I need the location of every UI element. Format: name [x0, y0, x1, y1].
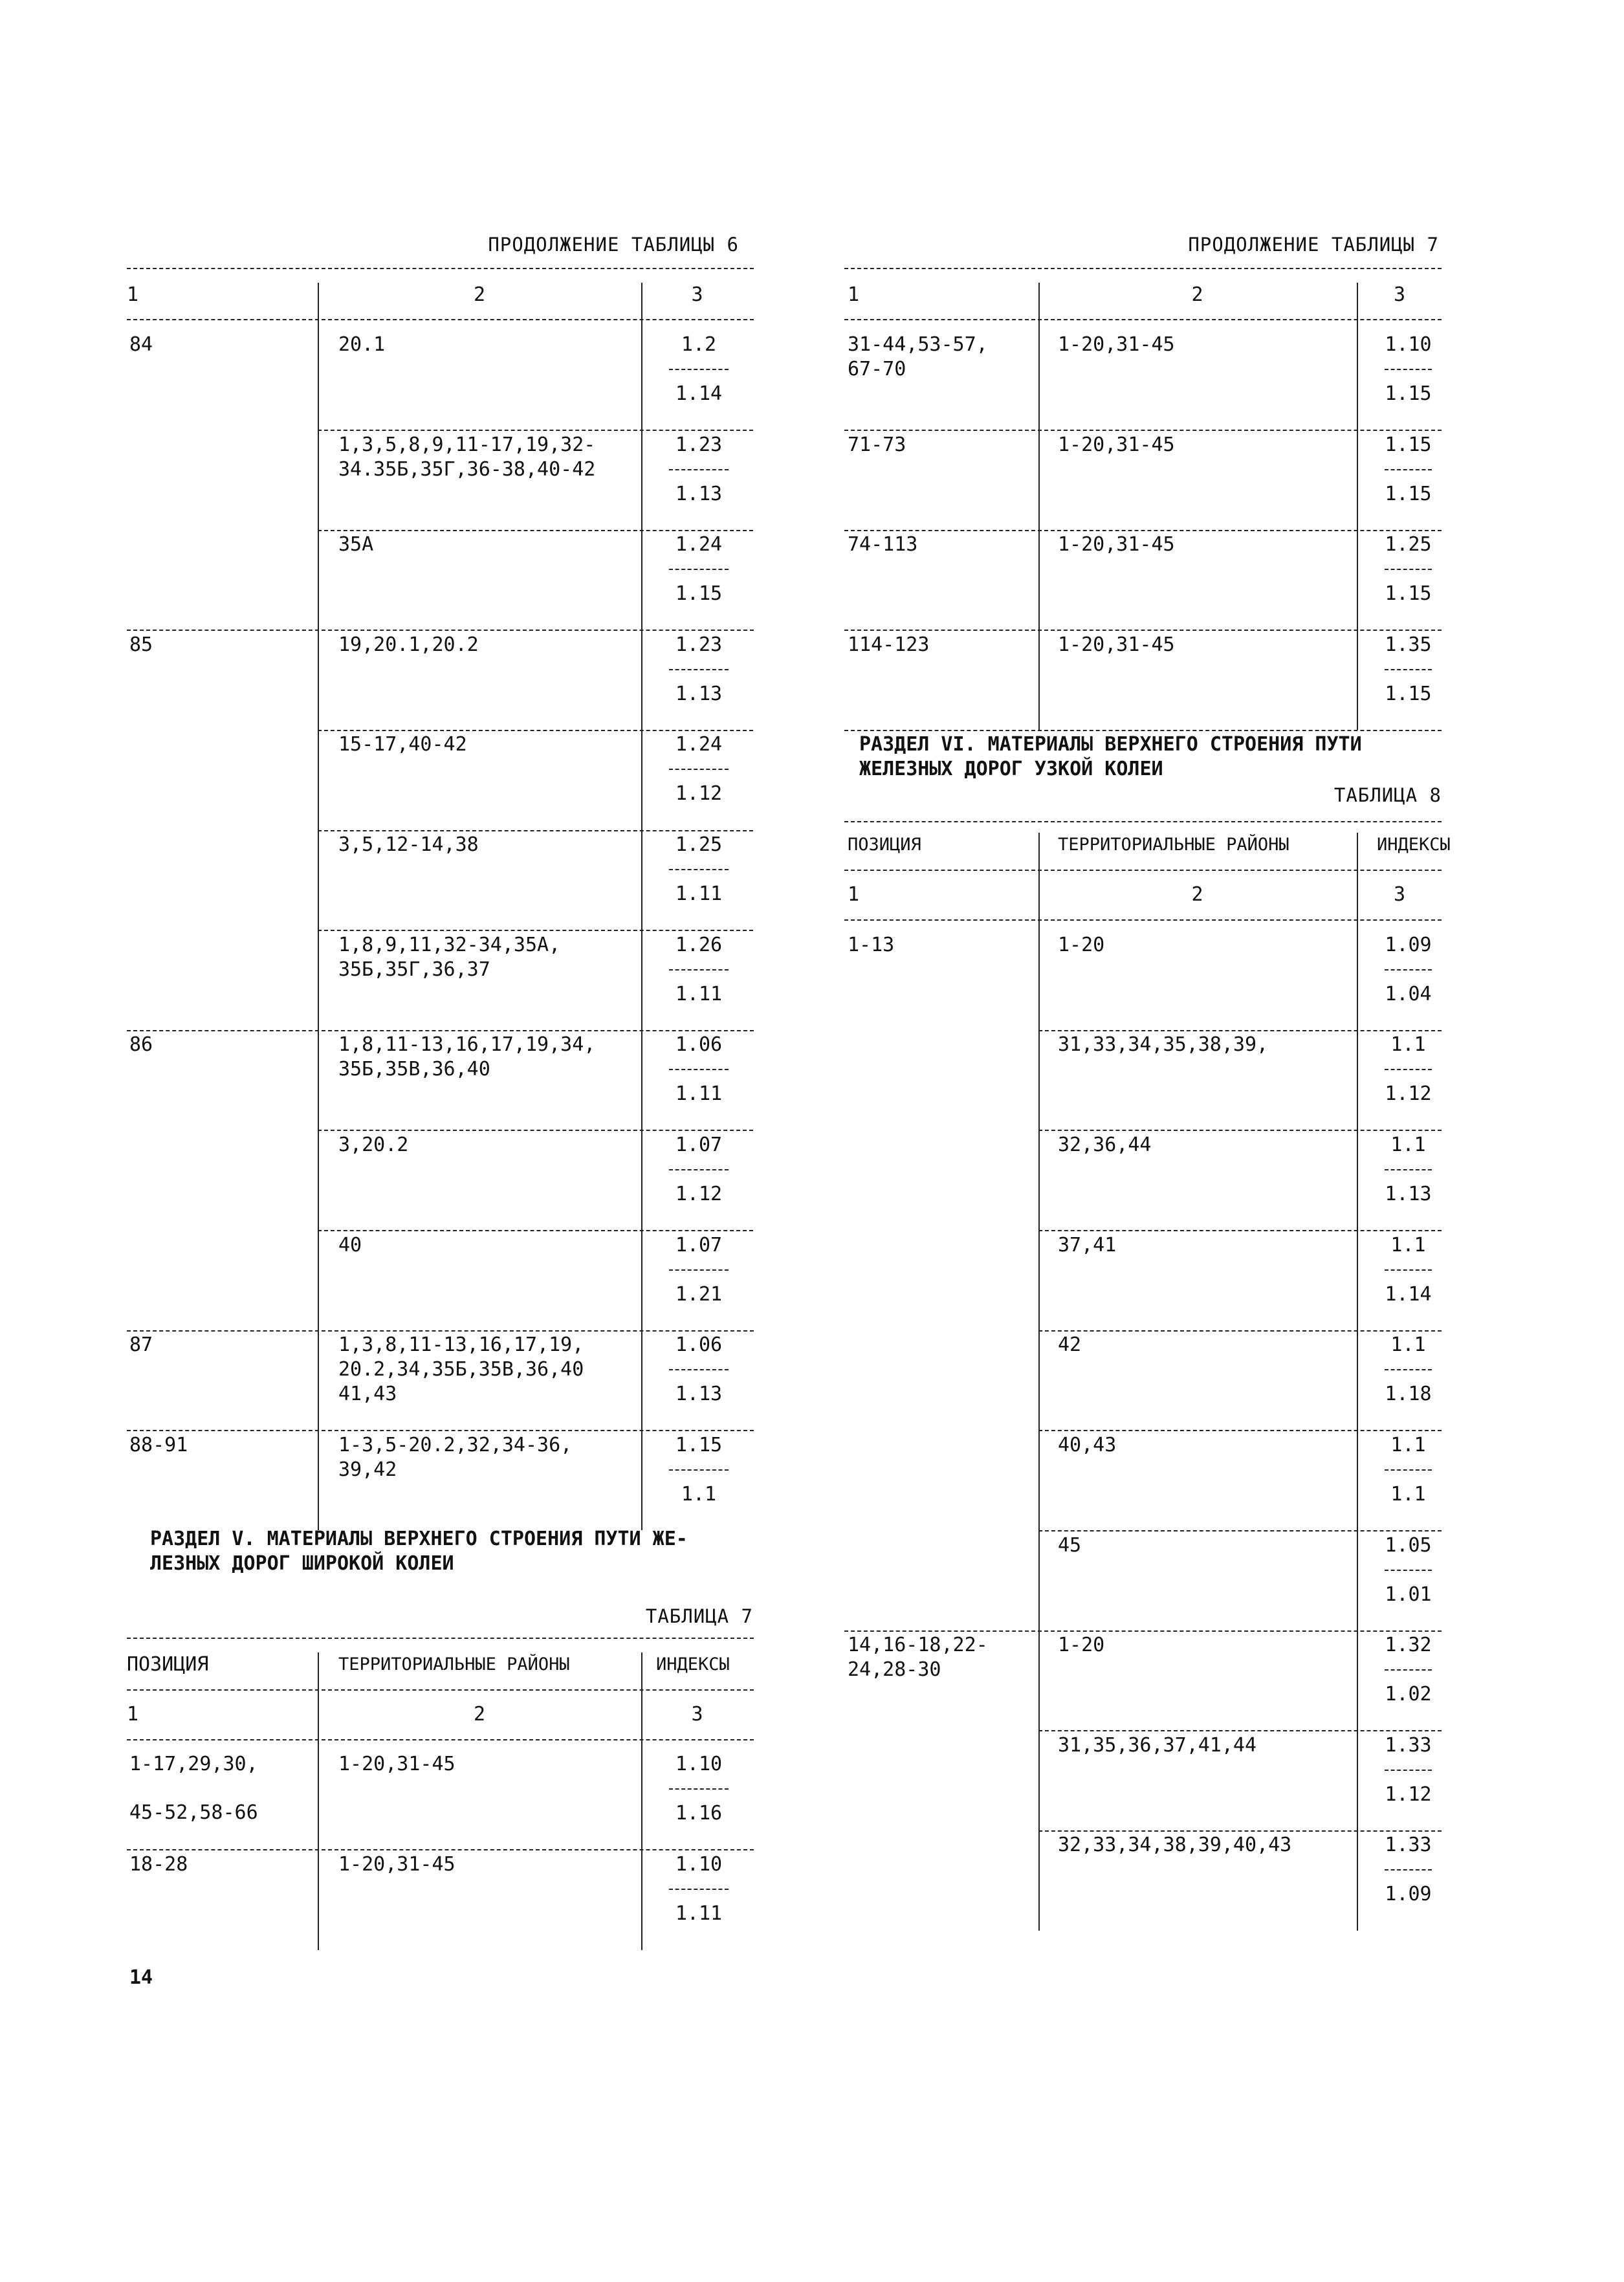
row-rule: [844, 1630, 1442, 1632]
fraction-bar: [1385, 1669, 1432, 1671]
col-divider-2: [641, 319, 642, 630]
position-cell: 14,16-18,22- 24,28-30: [848, 1634, 988, 1681]
index-numerator: 1.25: [1385, 533, 1432, 556]
fraction-bar: [669, 1269, 729, 1271]
areas-cell: 3,20.2: [338, 1134, 409, 1156]
table7-header-1: ПОЗИЦИЯ: [127, 1653, 209, 1676]
index-numerator: 1.07: [675, 1234, 723, 1256]
index-numerator: 1.05: [1385, 1534, 1432, 1557]
fraction-bar: [669, 1069, 729, 1070]
cell-rule: [1038, 1230, 1442, 1231]
index-denominator: 1.11: [675, 983, 723, 1005]
row-rule: [127, 1849, 754, 1850]
index-numerator: 1.1: [1390, 1333, 1426, 1356]
cell-rule: [318, 830, 753, 831]
col-header-2: 2: [473, 283, 486, 306]
table8-num-2: 2: [1191, 883, 1203, 906]
fraction-bar: [1385, 1770, 1432, 1771]
index-denominator: 1.02: [1385, 1683, 1432, 1706]
row-rule: [127, 1430, 754, 1431]
index-cell: [656, 532, 741, 606]
col-divider-1: [1038, 833, 1040, 919]
row-rule: [844, 730, 1442, 731]
position-cell: 88-91: [129, 1434, 188, 1456]
table7-header-rule: [127, 1689, 754, 1691]
col-divider-1: [318, 1320, 319, 1431]
col-divider-1: [1038, 520, 1040, 630]
col-header-1: 1: [127, 283, 139, 306]
index-numerator: 1.10: [1385, 333, 1432, 356]
col-divider-2: [1357, 319, 1358, 430]
index-denominator: 1.13: [1385, 1183, 1432, 1205]
index-numerator: 1.15: [1385, 433, 1432, 456]
index-cell: [1374, 333, 1442, 406]
col-divider-2: [641, 283, 642, 333]
col-divider-1: [1038, 319, 1040, 430]
table8-header-2: ТЕРРИТОРИАЛЬНЫЕ РАЙОНЫ: [1058, 835, 1289, 855]
index-cell: [656, 633, 741, 707]
fraction-bar: [669, 1369, 729, 1370]
table7-header-2: ТЕРРИТОРИАЛЬНЫЕ РАЙОНЫ: [338, 1654, 570, 1674]
index-numerator: 1.1: [1390, 1434, 1426, 1456]
index-denominator: 1.15: [1385, 483, 1432, 505]
cell-rule: [1038, 1730, 1442, 1731]
index-denominator: 1.12: [1385, 1082, 1432, 1105]
header-rule: [127, 319, 754, 320]
col-divider-2: [641, 1739, 642, 1850]
cell-rule: [1038, 1030, 1442, 1031]
areas-cell: 3,5,12-14,38: [338, 833, 479, 856]
areas-cell: 1,3,5,8,9,11-17,19,32- 34.35Б,35Г,36-38,40-42: [338, 433, 596, 481]
index-numerator: 1.26: [675, 934, 723, 956]
index-cell: [1374, 1633, 1442, 1707]
index-numerator: 1.10: [675, 1753, 723, 1775]
col-header-1: 1: [848, 283, 860, 306]
index-cell: [1374, 1233, 1442, 1307]
fraction-bar: [669, 869, 729, 870]
section6-title: РАЗДЕЛ VI. МАТЕРИАЛЫ ВЕРХНЕГО СТРОЕНИЯ ПУТИ ЖЕЛЕЗНЫХ ДОРОГ УЗКОЙ КОЛЕИ: [859, 733, 1362, 780]
areas-cell: 1-20,31-45: [1058, 433, 1175, 456]
table7-num-1: 1: [127, 1703, 139, 1726]
index-cell: [1374, 433, 1442, 507]
col-header-2: 2: [1191, 283, 1203, 306]
areas-cell: 40: [338, 1234, 362, 1256]
areas-cell: 1-20,31-45: [1058, 533, 1175, 556]
cell-rule: [318, 430, 753, 431]
index-cell: [656, 1033, 741, 1106]
index-denominator: 1.01: [1385, 1583, 1432, 1606]
fraction-bar: [1385, 1869, 1432, 1871]
areas-cell: 31,35,36,37,41,44: [1058, 1734, 1257, 1757]
areas-cell: 1,8,9,11,32-34,35А, 35Б,35Г,36,37: [338, 934, 561, 981]
fraction-bar: [1385, 369, 1432, 370]
fraction-bar: [1385, 469, 1432, 470]
row-rule: [127, 630, 754, 631]
fraction-bar: [1385, 1570, 1432, 1571]
index-denominator: 1.11: [675, 1902, 723, 1925]
col-divider-2: [1357, 520, 1358, 630]
index-cell: [656, 333, 741, 406]
index-numerator: 1.15: [675, 1434, 723, 1456]
cell-rule: [1038, 1530, 1442, 1531]
table7-num-rule: [127, 1739, 754, 1740]
fraction-bar: [1385, 1169, 1432, 1170]
col-divider-1: [1038, 419, 1040, 530]
section5-title: РАЗДЕЛ V. МАТЕРИАЛЫ ВЕРХНЕГО СТРОЕНИЯ ПУТИ ЖЕ- ЛЕЗНЫХ ДОРОГ ШИРОКОЙ КОЛЕИ: [150, 1528, 688, 1575]
fraction-bar: [1385, 669, 1432, 670]
table8-caption: ТАБЛИЦА 8: [1333, 784, 1442, 806]
areas-cell: 40,43: [1058, 1434, 1117, 1456]
index-numerator: 1.06: [675, 1033, 723, 1056]
cell-rule: [1038, 1130, 1442, 1131]
col-divider-2: [1357, 1620, 1358, 1931]
index-denominator: 1.15: [1385, 683, 1432, 705]
col-divider-2: [1357, 833, 1358, 919]
areas-cell: 35А: [338, 533, 374, 556]
position-cell: 18-28: [129, 1853, 188, 1876]
index-denominator: 1.15: [1385, 382, 1432, 405]
areas-cell: 1-20,31-45: [1058, 333, 1175, 356]
table8-num-3: 3: [1393, 883, 1406, 906]
index-cell: [656, 1233, 741, 1307]
position-cell: 85: [129, 633, 153, 656]
index-numerator: 1.33: [1385, 1734, 1432, 1757]
position-cell: 114-123: [848, 633, 930, 656]
index-numerator: 1.32: [1385, 1634, 1432, 1656]
table-top-rule: [844, 268, 1442, 269]
index-numerator: 1.23: [675, 633, 723, 656]
index-cell: [656, 1433, 741, 1507]
index-denominator: 1.09: [1385, 1883, 1432, 1905]
fraction-bar: [669, 1469, 729, 1471]
index-denominator: 1.12: [675, 782, 723, 805]
col-divider-1: [318, 1420, 319, 1530]
index-cell: [656, 833, 741, 906]
index-denominator: 1.04: [1385, 983, 1432, 1005]
position-cell: 84: [129, 333, 153, 356]
areas-cell: 32,36,44: [1058, 1134, 1152, 1156]
index-numerator: 1.25: [675, 833, 723, 856]
col-divider-1: [318, 283, 319, 333]
col-divider-1: [318, 1839, 319, 1950]
areas-cell: 31,33,34,35,38,39,: [1058, 1033, 1269, 1056]
continuation-caption-left: ПРОДОЛЖЕНИЕ ТАБЛИЦЫ 6: [488, 234, 739, 256]
index-numerator: 1.33: [1385, 1834, 1432, 1856]
areas-cell: 1,8,11-13,16,17,19,34, 35Б,35В,36,40: [338, 1033, 596, 1081]
col-divider-2: [641, 1320, 642, 1431]
fraction-bar: [1385, 969, 1432, 971]
index-numerator: 1.06: [675, 1333, 723, 1356]
index-denominator: 1.13: [675, 483, 723, 505]
cell-rule: [1038, 1330, 1442, 1332]
row-rule: [844, 530, 1442, 531]
areas-cell: 1-20,31-45: [338, 1853, 455, 1876]
index-cell: [1374, 1033, 1442, 1106]
index-denominator: 1.21: [675, 1283, 723, 1306]
areas-cell: 1-3,5-20.2,32,34-36, 39,42: [338, 1434, 573, 1481]
index-numerator: 1.35: [1385, 633, 1432, 656]
col-divider-1: [318, 619, 319, 1029]
position-cell: 71-73: [848, 433, 906, 456]
cell-rule: [1038, 1830, 1442, 1832]
index-denominator: 1.13: [675, 1383, 723, 1405]
index-cell: [1374, 1433, 1442, 1507]
index-denominator: 1.12: [1385, 1783, 1432, 1806]
areas-cell: 20.1: [338, 333, 386, 356]
col-divider-2: [641, 1420, 642, 1530]
col-divider-2: [1357, 619, 1358, 730]
areas-cell: 1-20,31-45: [338, 1753, 455, 1775]
col-divider-1: [1038, 1620, 1040, 1931]
row-rule: [127, 1030, 754, 1031]
position-cell: 31-44,53-57, 67-70: [848, 333, 988, 380]
col-divider-1: [1038, 619, 1040, 730]
table8-num-1: 1: [848, 883, 860, 906]
fraction-bar: [1385, 1269, 1432, 1271]
fraction-bar: [1385, 1469, 1432, 1471]
areas-cell: 15-17,40-42: [338, 733, 467, 756]
cell-rule: [1038, 1430, 1442, 1431]
col-divider-2: [641, 1839, 642, 1950]
index-numerator: 1.10: [675, 1853, 723, 1876]
index-denominator: 1.16: [675, 1802, 723, 1825]
col-divider-1: [318, 319, 319, 630]
index-denominator: 1.14: [1385, 1283, 1432, 1306]
index-cell: [656, 1333, 741, 1407]
index-denominator: 1.1: [681, 1483, 717, 1506]
fraction-bar: [669, 669, 729, 670]
position-cell-cont: 45-52,58-66: [129, 1801, 258, 1824]
col-divider-2: [641, 619, 642, 1029]
fraction-bar: [1385, 1069, 1432, 1070]
index-cell: [1374, 1333, 1442, 1407]
index-denominator: 1.14: [675, 382, 723, 405]
index-cell: [656, 1133, 741, 1207]
fraction-bar: [669, 1169, 729, 1170]
row-rule: [127, 1330, 754, 1332]
fraction-bar: [669, 1788, 729, 1790]
index-denominator: 1.12: [675, 1183, 723, 1205]
index-denominator: 1.15: [1385, 582, 1432, 605]
index-cell: [656, 933, 741, 1007]
fraction-bar: [669, 469, 729, 470]
position-cell: 74-113: [848, 533, 918, 556]
cell-rule: [318, 730, 753, 731]
index-denominator: 1.15: [675, 582, 723, 605]
index-cell: [1374, 933, 1442, 1007]
index-numerator: 1.24: [675, 733, 723, 756]
index-denominator: 1.13: [675, 683, 723, 705]
areas-cell: 45: [1058, 1534, 1082, 1557]
col-divider-1: [1038, 919, 1040, 1630]
index-numerator: 1.09: [1385, 934, 1432, 956]
index-cell: [1374, 1733, 1442, 1807]
index-numerator: 1.07: [675, 1134, 723, 1156]
index-denominator: 1.1: [1390, 1483, 1426, 1506]
position-cell: 1-13: [848, 934, 895, 956]
fraction-bar: [1385, 1369, 1432, 1370]
table7-num-2: 2: [473, 1703, 486, 1726]
table8-header-1: ПОЗИЦИЯ: [848, 835, 921, 855]
col-divider-1: [318, 1652, 319, 1739]
index-numerator: 1.23: [675, 433, 723, 456]
index-denominator: 1.11: [675, 1082, 723, 1105]
position-cell: 86: [129, 1033, 153, 1056]
header-rule: [844, 319, 1442, 320]
cell-rule: [318, 530, 753, 531]
table8-header-3: ИНДЕКСЫ: [1377, 835, 1451, 855]
index-numerator: 1.24: [675, 533, 723, 556]
table7-caption: ТАБЛИЦА 7: [645, 1605, 753, 1627]
col-divider-2: [641, 1020, 642, 1330]
index-cell: [1374, 1533, 1442, 1607]
table7-top-rule: [127, 1638, 754, 1639]
index-cell: [1374, 1833, 1442, 1907]
table8-header-rule: [844, 870, 1442, 871]
cell-rule: [318, 1230, 753, 1231]
areas-cell: 1,3,8,11-13,16,17,19, 20.2,34,35Б,35В,36,40 41,43: [338, 1333, 584, 1405]
fraction-bar: [669, 769, 729, 770]
index-cell: [656, 732, 741, 806]
index-numerator: 1.1: [1390, 1134, 1426, 1156]
position-cell: 87: [129, 1333, 153, 1356]
table8-num-rule: [844, 919, 1442, 921]
table7-header-3: ИНДЕКСЫ: [656, 1654, 730, 1674]
index-numerator: 1.1: [1390, 1033, 1426, 1056]
fraction-bar: [669, 369, 729, 370]
index-cell: [656, 433, 741, 507]
continuation-caption-right: ПРОДОЛЖЕНИЕ ТАБЛИЦЫ 7: [1188, 234, 1439, 256]
index-cell: [1374, 1133, 1442, 1207]
row-rule: [844, 630, 1442, 631]
col-divider-2: [1357, 919, 1358, 1630]
col-divider-1: [318, 1739, 319, 1850]
index-cell: [656, 1852, 741, 1926]
index-numerator: 1.2: [681, 333, 717, 356]
row-rule: [844, 430, 1442, 431]
col-divider-2: [1357, 419, 1358, 530]
areas-cell: 1-20: [1058, 934, 1105, 956]
position-cell: 1-17,29,30,: [129, 1753, 258, 1775]
fraction-bar: [669, 969, 729, 971]
index-cell: [1374, 532, 1442, 606]
table7-num-3: 3: [691, 1703, 703, 1726]
fraction-bar: [669, 569, 729, 570]
col-header-3: 3: [1393, 283, 1406, 306]
col-divider-1: [318, 1020, 319, 1330]
col-divider-2: [641, 1652, 642, 1739]
index-numerator: 1.1: [1390, 1234, 1426, 1256]
col-header-3: 3: [691, 283, 703, 306]
areas-cell: 1-20: [1058, 1634, 1105, 1656]
table-top-rule: [127, 268, 754, 269]
cell-rule: [318, 1130, 753, 1131]
areas-cell: 19,20.1,20.2: [338, 633, 479, 656]
index-cell: [656, 1752, 741, 1826]
areas-cell: 42: [1058, 1333, 1082, 1356]
index-denominator: 1.11: [675, 883, 723, 905]
index-cell: [1374, 633, 1442, 707]
fraction-bar: [1385, 569, 1432, 570]
areas-cell: 37,41: [1058, 1234, 1117, 1256]
cell-rule: [318, 930, 753, 931]
fraction-bar: [669, 1889, 729, 1890]
page-number: 14: [129, 1966, 153, 1989]
table8-top-rule: [844, 821, 1442, 822]
index-denominator: 1.18: [1385, 1383, 1432, 1405]
areas-cell: 32,33,34,38,39,40,43: [1058, 1834, 1292, 1856]
areas-cell: 1-20,31-45: [1058, 633, 1175, 656]
